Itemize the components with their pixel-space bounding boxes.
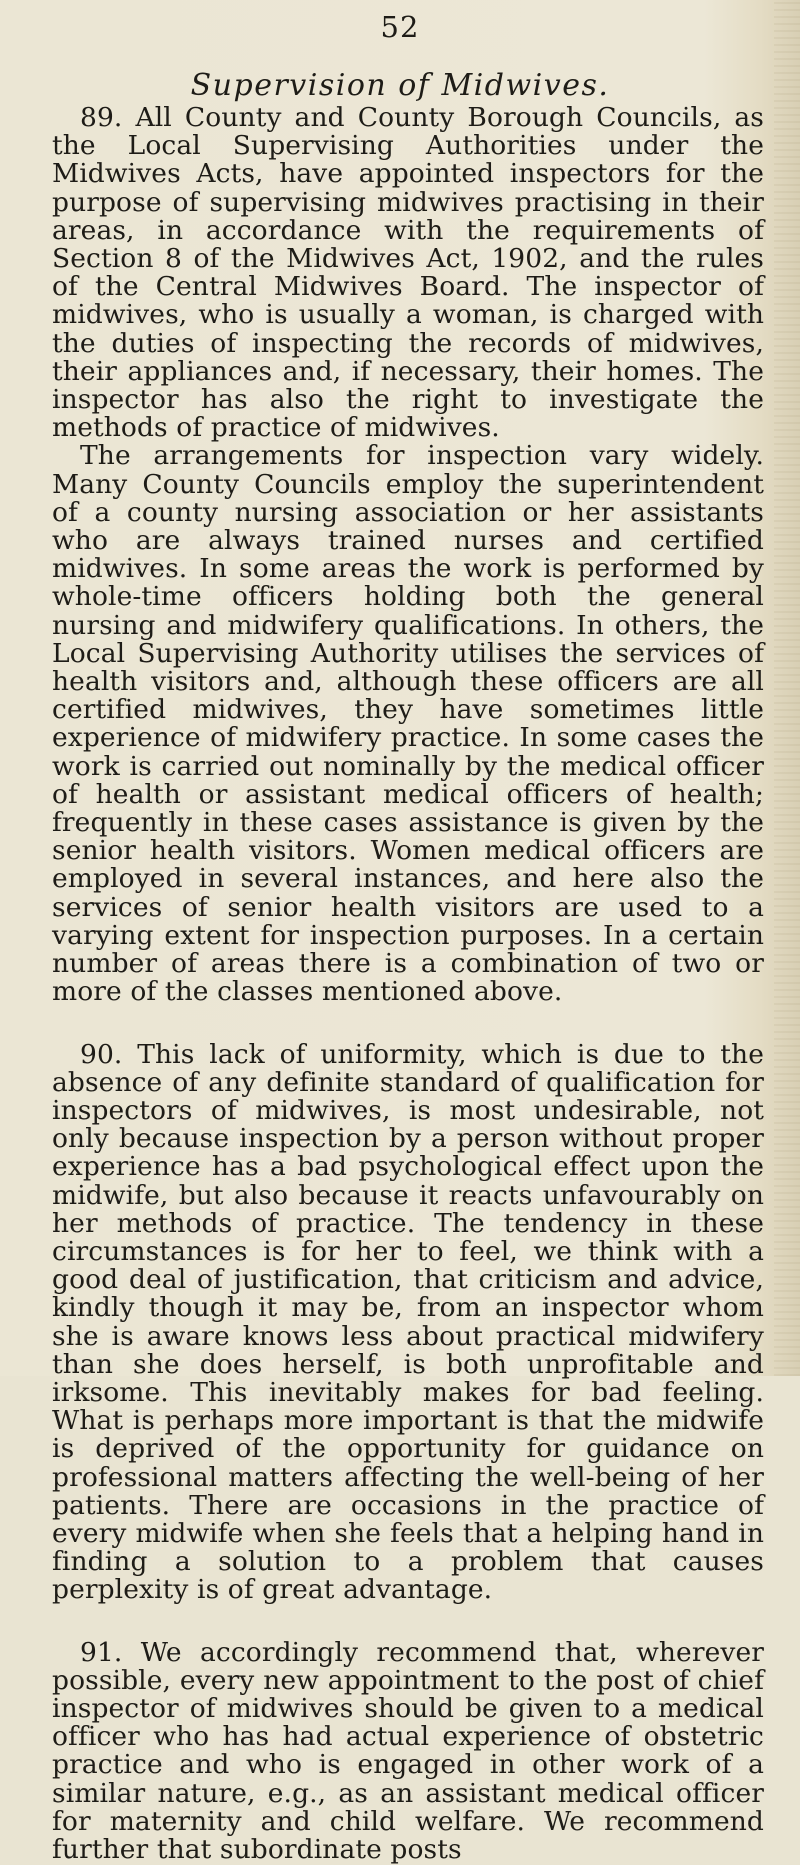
page-number: 52	[380, 10, 420, 44]
page-edge-shading	[774, 0, 800, 1376]
section-heading: Supervision of Midwives.	[190, 68, 610, 103]
paragraph-89-continued: The arrangements for inspection vary widely. Many County Councils employ the superintendent of a county nursing association or her assistants who are always trained nurses and certified midwives. In some areas the work is performed by whole-time officers holding both the general nursing and midwifery qualifications. In others, the Local Supervising Authority utilises the services of health visitors and, although these officers are all certified midwives, they have sometimes little experience of midwifery practice. In some cases the work is carried out nominally by the medical officer of health or assistant medical officers of health; frequently in these cases assistance is given by the senior health visitors. Women medical officers are employed in several instances, and here also the services of senior health visitors are used to a varying extent for inspection purposes. In a certain number of areas there is a combination of two or more of the classes mentioned above.	[52, 440, 764, 1008]
paragraph-91: 91. We accordingly recommend that, wherever possible, every new appointment to the post of chief inspector of midwives should be given to a medical officer who has had actual experience of obstetric practice and who is engaged in other work of a similar nature, e.g., as an assistant medical officer for maternity and child welfare. We recommend further that subordinate posts	[52, 1636, 764, 1865]
paragraph-89: 89. All County and County Borough Councils, as the Local Supervising Authorities under the Midwives Acts, have appointed inspectors for the purpose of supervising midwives practising in their areas, in accordance with the requirements of Section 8 of the Midwives Act, 1902, and the rules of the Central Midwives Board. The inspector of midwives, who is usually a woman, is charged with the duties of inspecting the records of midwives, their appliances and, if necessary, their homes. The inspector has also the right to investigate the methods of practice of midwives.	[52, 102, 764, 444]
body-text	[52, 104, 764, 1864]
paragraph-90: 90. This lack of uniformity, which is due to the absence of any definite standard of qualification for inspectors of midwives, is most undesirable, not only because inspection by a person without proper experience has a bad psychological effect upon the midwife, but also because it reacts unfavourably on her methods of practice. The tendency in these circumstances is for her to feel, we think with a good deal of justification, that criticism and advice, kindly though it may be, from an inspector whom she is aware knows less about practical midwifery than she does herself, is both unprofitable and irksome. This inevitably makes for bad feeling. What is perhaps more important is that the midwife is deprived of the opportunity for guidance on professional matters affecting the well-being of her patients. There are occasions in the practice of every midwife when she feels that a helping hand in finding a solution to a problem that causes perplexity is of great advantage.	[52, 1038, 764, 1606]
